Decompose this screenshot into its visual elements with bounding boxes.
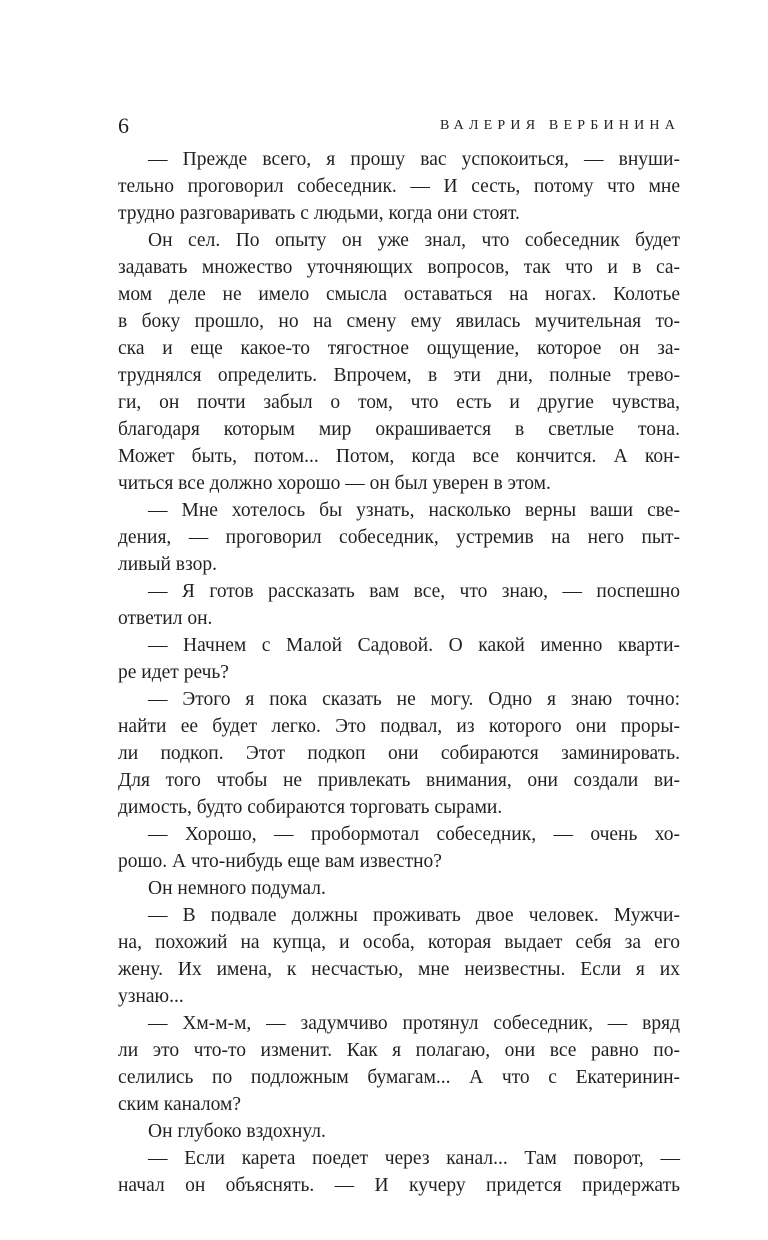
page-number: 6 xyxy=(118,113,129,138)
text-line: жену. Их имена, к несчастью, мне неизвестны. Если я их xyxy=(118,959,680,980)
text-line: найти ее будет легко. Это подвал, из которого они проры- xyxy=(118,716,680,737)
text-line: рошо. А что-нибудь еще вам известно? xyxy=(118,851,442,872)
text-line: благодаря которым мир окрашивается в светлые тона. xyxy=(118,419,680,440)
text-line: ги, он почти забыл о том, что есть и другие чувства, xyxy=(118,392,680,413)
text-line: трудно разговаривать с людьми, когда они стоят. xyxy=(118,203,520,224)
text-line: — Начнем с Малой Садовой. О какой именно кварти- xyxy=(148,635,680,656)
body-text xyxy=(118,146,680,1199)
text-line: задавать множество уточняющих вопросов, так что и в са- xyxy=(118,257,680,278)
text-line: ским каналом? xyxy=(118,1094,241,1115)
text-line: Для того чтобы не привлекать внимания, они создали ви- xyxy=(118,770,680,791)
text-line: читься все должно хорошо — он был уверен в этом. xyxy=(118,473,551,494)
text-line: узнаю... xyxy=(118,986,184,1007)
text-line: — Прежде всего, я прошу вас успокоиться, — внуши- xyxy=(148,149,680,170)
text-line: Он немного подумал. xyxy=(148,878,326,899)
text-line: селились по подложным бумагам... А что с Екатеринин- xyxy=(118,1067,680,1088)
text-line: — Хорошо, — пробормотал собеседник, — очень хо- xyxy=(148,824,680,845)
text-line: димость, будто собираются торговать сырами. xyxy=(118,797,503,818)
text-line: мом деле не имело смысла оставаться на ногах. Колотье xyxy=(118,284,680,305)
text-line: труднялся определить. Впрочем, в эти дни, полные трево- xyxy=(118,365,680,386)
text-line: на, похожий на купца, и особа, которая выдает себя за его xyxy=(118,932,680,953)
text-line: начал он объяснять. — И кучеру придется придержать xyxy=(118,1175,680,1196)
text-line: Может быть, потом... Потом, когда все кончится. А кон- xyxy=(118,446,680,467)
text-line: ли подкоп. Этот подкоп они собираются заминировать. xyxy=(118,743,680,764)
text-line: — Я готов рассказать вам все, что знаю, — поспешно xyxy=(148,581,680,602)
text-line: дения, — проговорил собеседник, устремив на него пыт- xyxy=(118,527,680,548)
text-line: — В подвале должны проживать двое человек. Мужчи- xyxy=(148,905,680,926)
text-line: Он сел. По опыту он уже знал, что собеседник будет xyxy=(148,230,680,251)
text-line: — Мне хотелось бы узнать, насколько верны ваши све- xyxy=(148,500,680,521)
text-line: — Этого я пока сказать не могу. Одно я знаю точно: xyxy=(148,689,680,710)
text-line: ре идет речь? xyxy=(118,662,229,683)
text-line: — Если карета поедет через канал... Там поворот, — xyxy=(148,1148,680,1169)
text-line: — Хм-м-м, — задумчиво протянул собеседник, — вряд xyxy=(148,1013,680,1034)
text-line: тельно проговорил собеседник. — И сесть, потому что мне xyxy=(118,176,680,197)
text-line: ливый взор. xyxy=(118,554,217,575)
page-header xyxy=(118,112,680,142)
text-line: ли это что-то изменит. Как я полагаю, они все равно по- xyxy=(118,1040,680,1061)
running-head-author: ВАЛЕРИЯ ВЕРБИНИНА xyxy=(439,118,680,133)
text-line: в боку прошло, но на смену ему явилась мучительная то- xyxy=(118,311,680,332)
text-line: ответил он. xyxy=(118,608,213,629)
text-line: Он глубоко вздохнул. xyxy=(148,1121,326,1142)
text-line: ска и еще какое-то тягостное ощущение, которое он за- xyxy=(118,338,680,359)
